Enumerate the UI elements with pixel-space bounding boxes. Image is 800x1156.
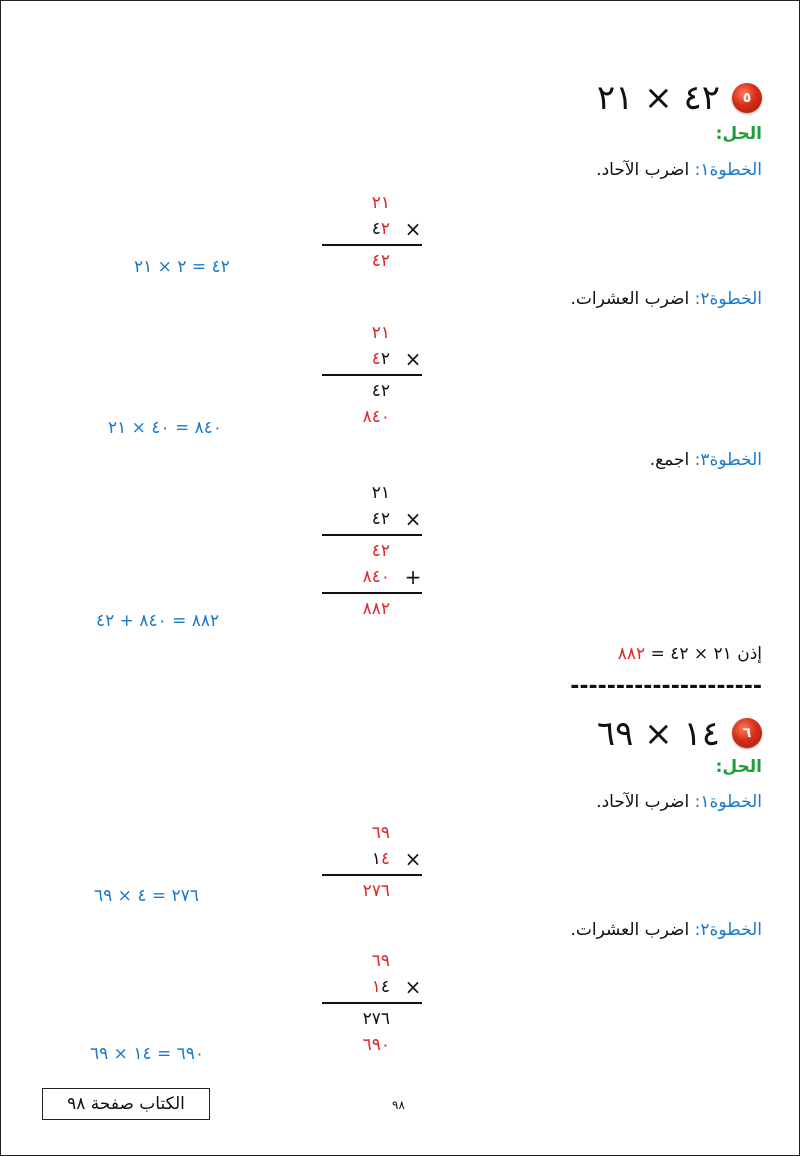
partial-product: ٨٤٠ — [362, 407, 390, 427]
step-label: الخطوة٢: — [694, 920, 762, 940]
side-equation: ٦٩٠ = ١٤ × ٦٩ — [90, 1044, 205, 1064]
partial-product: ٤٢ — [371, 251, 390, 271]
step-text: اضرب الآحاد. — [596, 160, 695, 180]
partial-product: ٤٢ — [371, 541, 390, 561]
partial-product: ٨٤٠ + — [362, 565, 422, 589]
step-label: الخطوة١: — [694, 792, 762, 812]
multiplicand: ٢١ — [371, 193, 390, 213]
step-3-line — [650, 450, 762, 470]
multiplication-layout — [322, 480, 422, 622]
multiplier: ٤٢ × — [371, 347, 422, 371]
rule-line — [322, 244, 422, 246]
step-text: اضرب الآحاد. — [596, 792, 695, 812]
step-text: اجمع. — [649, 450, 695, 470]
multiplier: ١٤ × — [371, 975, 422, 999]
multiplication-layout — [322, 948, 422, 1058]
partial-product: ٤٢ — [371, 381, 390, 401]
side-equation: ٤٢ = ٢ × ٢١ — [134, 257, 230, 277]
multiplicand: ٦٩ — [371, 823, 390, 843]
step-label: الخطوة٣: — [694, 450, 762, 470]
problem-expression: ٤٢ × ٢١ — [596, 78, 720, 118]
conclusion: إذن ٢١ × ٤٢ = ٨٨٢ — [617, 644, 762, 664]
step-text: اضرب العشرات. — [570, 289, 695, 309]
step-label: الخطوة١: — [694, 160, 762, 180]
final-product: ٨٨٢ — [362, 599, 390, 619]
step-label: الخطوة٢: — [694, 289, 762, 309]
multiplication-layout — [322, 820, 422, 904]
multiplication-layout — [322, 190, 422, 274]
book-page-reference: الكتاب صفحة ٩٨ — [42, 1088, 210, 1120]
step-2-line — [570, 289, 762, 309]
partial-product: ٢٧٦ — [362, 881, 390, 901]
rule-line — [322, 534, 422, 536]
side-equation: ٨٨٢ = ٨٤٠ + ٤٢ — [96, 611, 220, 631]
side-equation: ٨٤٠ = ٤٠ × ٢١ — [108, 418, 223, 438]
step-text: اضرب العشرات. — [570, 920, 695, 940]
partial-product: ٦٩٠ — [362, 1035, 390, 1055]
problem-number-badge: ٦ — [732, 718, 762, 748]
rule-line — [322, 1002, 422, 1004]
step-1-line — [596, 160, 762, 180]
rule-line — [322, 374, 422, 376]
rule-line — [322, 592, 422, 594]
page-number: ٩٨ — [392, 1098, 405, 1112]
step-2-line — [570, 920, 762, 940]
multiplier: ٤٢ × — [371, 507, 422, 531]
partial-product: ٢٧٦ — [362, 1009, 390, 1029]
problem-number-badge: ٥ — [732, 83, 762, 113]
multiplicand: ٦٩ — [371, 951, 390, 971]
rule-line — [322, 874, 422, 876]
solution-label: الحل: — [715, 124, 762, 144]
problem-expression: ١٤ × ٦٩ — [596, 714, 720, 754]
separator-line: --------------------- — [570, 674, 762, 699]
side-equation: ٢٧٦ = ٤ × ٦٩ — [94, 886, 199, 906]
multiplier: ٤٢ × — [371, 217, 422, 241]
multiplicand: ٢١ — [371, 483, 390, 503]
multiplication-layout — [322, 320, 422, 430]
multiplicand: ٢١ — [371, 323, 390, 343]
solution-label: الحل: — [715, 757, 762, 777]
multiplier: ١٤ × — [371, 847, 422, 871]
step-1-line — [596, 792, 762, 812]
